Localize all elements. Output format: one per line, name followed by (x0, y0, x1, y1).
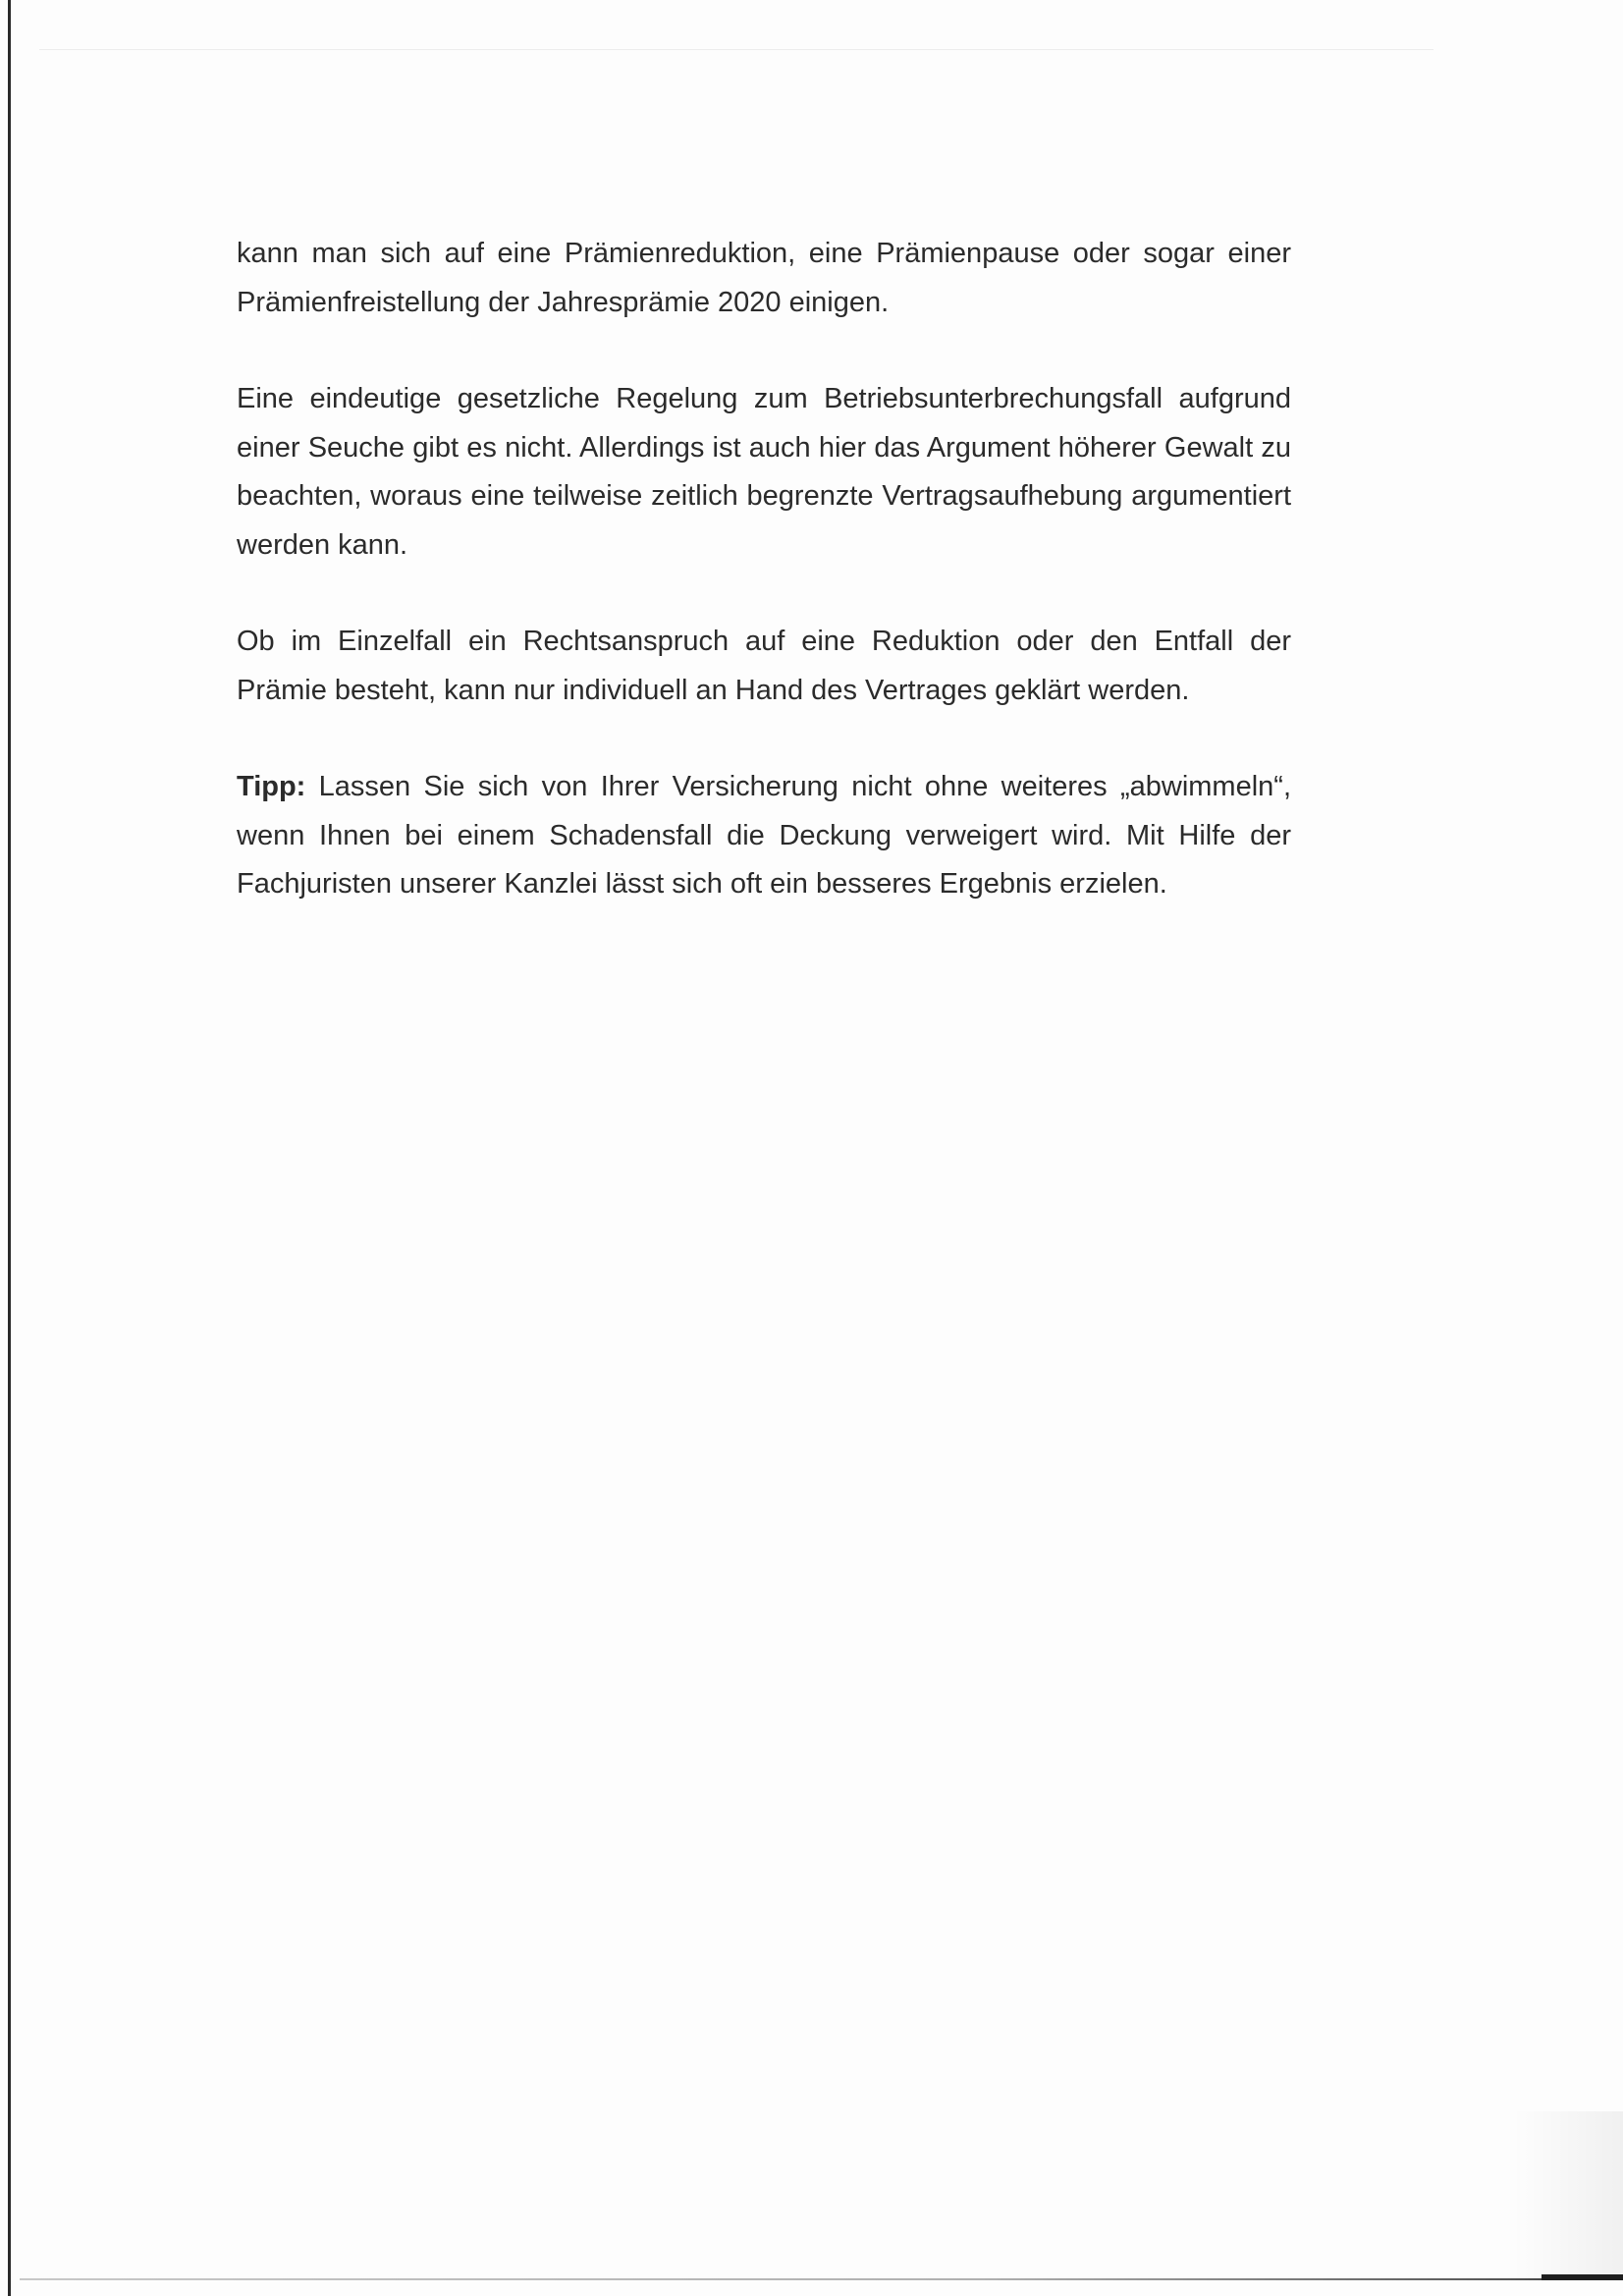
tip-text: Lassen Sie sich von Ihrer Versicherung nicht ohne weiteres „abwimmeln“, wenn Ihnen bei einem Schadensfall die Deckung verweigert wird. Mit Hilfe der Fachjuristen unserer Kanzlei lässt sich oft ein besseres Ergebnis erzielen. (237, 771, 1292, 900)
paragraph-text: Eine eindeutige gesetzliche Regelung zum Betriebsunterbrechungsfall aufgrund einer Seuche gibt es nicht. Allerdings ist auch hier das Argument höherer Gewalt zu beachten, woraus eine teilweise zeitlich begrenzte Vertragsaufhebung argumentiert werden kann. (237, 383, 1291, 561)
paragraph-text: kann man sich auf eine Prämienreduktion, eine Prämienpause oder sogar einer Prämienfreistellung der Jahresprämie 2020 einigen. (237, 238, 1291, 318)
paragraph-legal-regulation (237, 375, 1291, 570)
paragraph-individual-claim (237, 618, 1291, 715)
document-body (237, 230, 1291, 957)
paragraph-tip (237, 763, 1291, 909)
paragraph-text: Ob im Einzelfall ein Rechtsanspruch auf eine Reduktion oder den Entfall der Prämie besteht, kann nur individuell an Hand des Vertrages geklärt werden. (237, 626, 1291, 706)
scan-edge-left (8, 0, 11, 2296)
scan-edge-top (39, 49, 1434, 50)
scan-corner-shade (1512, 2111, 1623, 2278)
scan-edge-bottom (20, 2278, 1623, 2280)
paragraph-premium-reduction (237, 230, 1291, 327)
scan-edge-bottom-corner (1542, 2274, 1623, 2280)
tip-label: Tipp: (237, 771, 306, 802)
